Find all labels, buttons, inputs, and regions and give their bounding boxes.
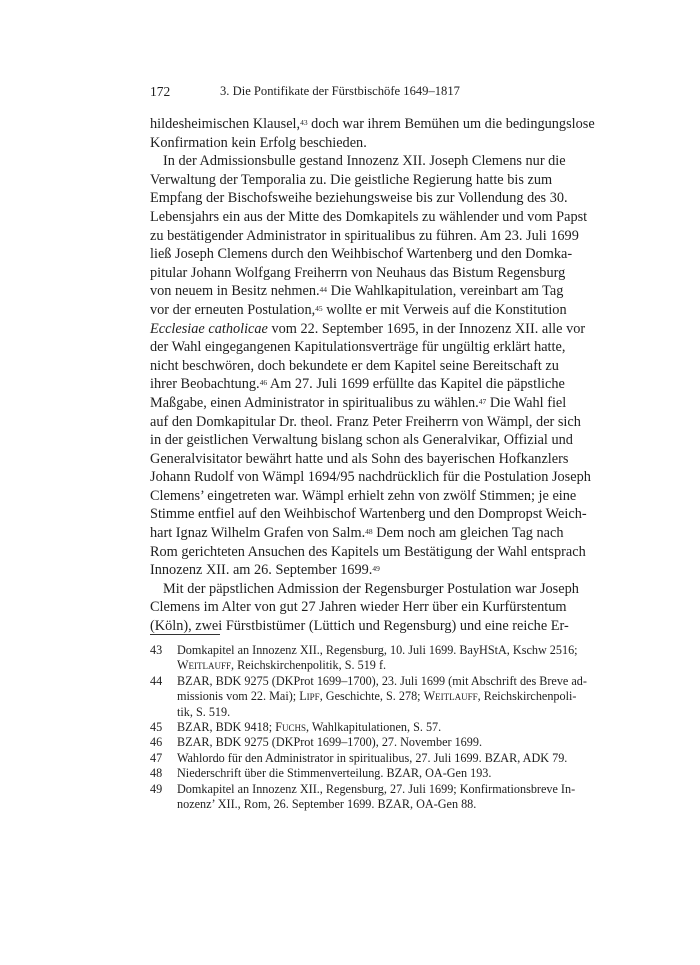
footnote-ref: 49 xyxy=(372,564,380,574)
footnote-ref: 47 xyxy=(478,396,487,406)
footnote-line: tik, S. 519. xyxy=(177,704,231,719)
text-line: hart Ignaz Wilhelm Grafen von Salm.$^{48}$ Dem noch am gleichen Tag nach xyxy=(150,525,564,542)
text-line: Innozenz XII. am 26. September 1699.49 xyxy=(150,562,380,579)
text-line: Ecclesiae catholicae vom 22. September 1695, in der Innozenz XII. alle vor xyxy=(150,320,586,337)
footnote-line: Niederschrift über die Stimmenverteilung. BZAR, OA-Gen 193. xyxy=(177,766,492,781)
text-line: Generalvisitator bewährt hatte und als Sohn des bayerischen Hofkanzlers xyxy=(150,450,569,467)
footnote-line: Weitlauff, Reichskirchenpolitik, S. 519 f. xyxy=(177,658,387,673)
text-line: In der Admissionsbulle gestand Innozenz XII. Joseph Clemens nur die xyxy=(163,153,566,170)
italic-title: Ecclesiae catholicae xyxy=(150,320,268,337)
text-line: Konfirmation kein Erfolg beschieden. xyxy=(150,134,367,151)
text-line: hildesheimischen Klausel,$^{43}$ doch war ihrem Bemühen um die bedingungslose xyxy=(150,116,595,132)
text-line: Verwaltung der Temporalia zu. Die geistliche Regierung hatte bis zum xyxy=(150,171,553,188)
running-title: 3. Die Pontifikate der Fürstbischöfe 1649–1817 xyxy=(220,84,460,98)
footnote-ref: 45 xyxy=(315,303,323,313)
footnote-49 xyxy=(150,781,576,813)
text-line: zu bestätigender Administrator in spiritualibus zu führen. Am 23. Juli 1699 xyxy=(150,227,579,244)
text-line: von neuem in Besitz nehmen.$^{44}$ Die Wahlkapitulation, vereinbart am Tag xyxy=(150,283,564,300)
text-line: der Wahl eingegangenen Kapitulationsverträge für ungültig erklärt hatte, xyxy=(150,339,566,356)
footnote-48 xyxy=(150,766,549,781)
text-line: ihrer Beobachtung.$^{46}$ Am 27. Juli 1699 erfüllte das Kapitel die päpstliche xyxy=(150,376,565,393)
footnote-number: 49 xyxy=(150,781,163,796)
text-line: Maßgabe, einen Administrator in spiritualibus zu wählen.$^{47}$ Die Wahl fiel xyxy=(150,394,567,411)
footnote-line: Domkapitel an Innozenz XII., Regensburg, 10. Juli 1699. BayHStA, Kschw 2516; xyxy=(177,643,578,657)
text-line: (Köln), zwei Fürstbistümer (Lüttich und Regensburg) und eine reiche Er- xyxy=(150,618,569,635)
text-line: pitular Johann Wolfgang Freiherrn von Neuhaus das Bistum Regensburg xyxy=(150,264,566,281)
footnote-line: missionis vom 22. Mai); Lipf, Geschichte, S. 278; Weitlauff, Reichskirchenpoli- xyxy=(177,689,577,704)
text-line: Clemens im Alter von gut 27 Jahren wieder Herr über ein Kurfürstentum xyxy=(150,599,567,616)
footnote-line: Wahlordo für den Administrator in spiritualibus, 27. Juli 1699. BZAR, ADK 79. xyxy=(177,750,568,765)
footnote-number: 45 xyxy=(150,719,163,734)
page-header xyxy=(150,84,550,102)
footnote-line: Domkapitel an Innozenz XII., Regensburg, 27. Juli 1699; Konfirmationsbreve In- xyxy=(177,781,576,796)
footnote-ref: 48 xyxy=(365,527,373,537)
footnote-45 xyxy=(150,720,549,735)
footnote-number: 48 xyxy=(150,766,163,781)
text-line: Empfang der Bischofsweihe beziehungsweise bis zur Vollendung des 30. xyxy=(150,190,568,207)
footnote-ref: 43 xyxy=(300,118,308,127)
footnote-ref: 46 xyxy=(259,378,268,388)
footnote-47 xyxy=(150,750,568,766)
footnote-line: nozenz’ XII., Rom, 26. September 1699. BZAR, OA-Gen 88. xyxy=(177,796,477,811)
main-text xyxy=(150,115,595,636)
footnote-divider xyxy=(150,634,220,635)
footnotes xyxy=(150,643,587,812)
footnote-43 xyxy=(150,643,578,674)
footnote-line: BZAR, BDK 9275 (DKProt 1699–1700), 23. Juli 1699 (mit Abschrift des Breve ad- xyxy=(177,673,587,688)
text-line: Mit der päpstlichen Admission der Regensburger Postulation war Joseph xyxy=(163,580,579,597)
text-line: Johann Rudolf von Wämpl 1694/95 nachdrücklich für die Postulation Joseph xyxy=(150,469,591,486)
footnote-number: 46 xyxy=(150,735,163,750)
text-line: Clemens’ eingetreten war. Wämpl erhielt zehn von zwölf Stimmen; je eine xyxy=(150,487,577,504)
footnote-number: 43 xyxy=(150,643,163,657)
text-line: Rom gerichteten Ansuchen des Kapitels um Bestätigung der Wahl entsprach xyxy=(150,543,586,560)
footnote-46 xyxy=(150,735,549,750)
text-line: in der geistlichen Verwaltung bislang schon als Generalvikar, Offizial und xyxy=(150,432,573,449)
text-line: Stimme entfiel auf den Weihbischof Wartenberg und den Dompropst Weich- xyxy=(150,506,587,523)
footnote-line: BZAR, BDK 9418; Fuchs, Wahlkapitulationen, S. 57. xyxy=(177,719,442,734)
text-line: ließ Joseph Clemens durch den Weihbischof Wartenberg und den Domka- xyxy=(150,246,573,263)
footnote-number: 44 xyxy=(150,673,163,688)
footnote-44 xyxy=(150,673,587,720)
footnote-ref: 44 xyxy=(319,285,328,295)
text-line: Lebensjahrs ein aus der Mitte des Domkapitels zu wählender und vom Papst xyxy=(150,208,588,225)
footnote-line: BZAR, BDK 9275 (DKProt 1699–1700), 27. November 1699. xyxy=(177,735,483,750)
text-line: vor der erneuten Postulation,$^{45}$ wollte er mit Verweis auf die Konstitution xyxy=(150,301,567,318)
text-line: nicht beschwören, doch bekundete er dem Kapitel seine Bereitschaft zu xyxy=(150,357,559,374)
page-number: 172 xyxy=(150,84,171,99)
footnote-number: 47 xyxy=(150,750,163,765)
text-line: auf den Domkapitular Dr. theol. Franz Peter Freiherrn von Wämpl, der sich xyxy=(150,413,581,430)
